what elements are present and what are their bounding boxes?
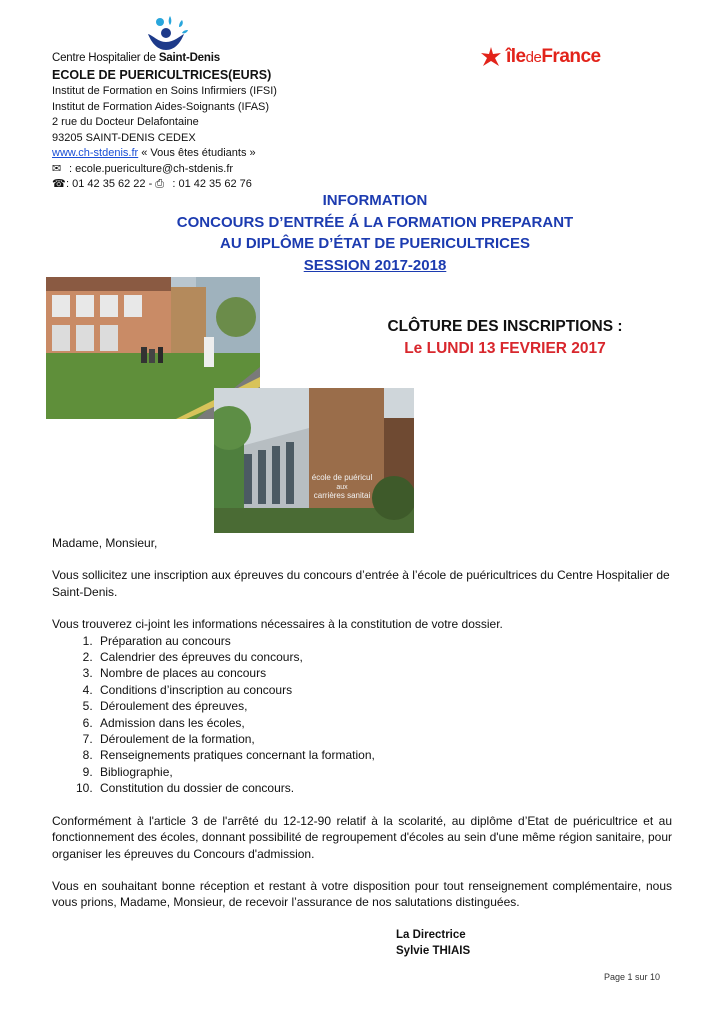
star-icon [480,46,502,68]
hospital-name: Centre Hospitalier de Saint-Denis [52,52,220,64]
list-item: 8. Renseignements pratiques concernant la formation, [96,747,672,763]
paragraph-4: Vous en souhaitant bonne réception et restant à votre disposition pour tout renseignement complémentaire, nous vous prions, Madame, Monsieur, de recevoir l’assurance de nos salutations distinguées. [52,878,672,910]
ifas-line: Institut de Formation Aides-Soignants (IFAS) [52,100,270,113]
list-item: 5. Déroulement des épreuves, [96,698,672,714]
street-address: 2 rue du Docteur Delafontaine [52,116,199,128]
document-list [52,633,672,797]
region-name: îledeFrance [506,46,601,67]
envelope-icon: ✉ [52,162,62,175]
closing-label: CLÔTURE DES INSCRIPTIONS : [387,318,623,335]
registration-closing [360,316,650,360]
list-item: 7. Déroulement de la formation, [96,731,672,747]
sun-figure-icon [140,14,200,54]
paragraph-3: Conformément à l'article 3 de l'arrêté du 12-12-90 relatif à la scolarité, au diplôme d’Etat de puéricultrice et au fonctionnement des écoles, donnant possibilité de regroupement d'écoles au sein d'une même région sanitaire, pour organiser les épreuves du Concours d'admission. [52,813,672,861]
email-line: ✉ : ecole.puericulture@ch-stdenis.fr [52,162,277,178]
city-address: 93205 SAINT-DENIS CEDEX [52,131,196,144]
info-heading: INFORMATION [322,192,428,209]
list-item: 4. Conditions d’inscription au concours [96,682,672,698]
paragraph-2: Vous trouverez ci-joint les informations nécessaires à la constitution de votre dossier. [52,617,503,632]
school-building-photo-2 [214,388,414,533]
hospital-logo [52,14,222,66]
region-logo [480,44,601,70]
building-sign-line-2: aux [336,484,348,491]
signature-block [396,927,470,959]
session-label: SESSION 2017-2018 [303,256,447,274]
signature-role: La Directrice [396,929,466,941]
info-title [150,190,600,276]
closing-date: Le LUNDI 13 FEVRIER 2017 [404,340,606,357]
school-name: ECOLE DE PUERICULTRICES(EURS) [52,68,272,82]
paragraph-1: Vous sollicitez une inscription aux épreuves du concours d’entrée à l’école de puéricultrices du Centre Hospitalier de Saint-Denis. [52,568,670,599]
list-item: 2. Calendrier des épreuves du concours, [96,649,672,665]
list-item: 10. Constitution du dossier de concours. [96,780,672,796]
school-address-block [52,66,277,193]
info-subtitle-1: CONCOURS D’ENTRÉE Á LA FORMATION PREPARANT [176,213,574,231]
website-link[interactable]: www.ch-stdenis.fr [52,147,139,159]
page-number: Page 1 sur 10 [603,972,660,982]
letter-body [52,535,672,911]
building-photo-2-image [214,388,414,533]
website-line: www.ch-stdenis.fr « Vous êtes étudiants » [52,147,256,159]
list-item: 9. Bibliographie, [96,764,672,780]
signature-name: Sylvie THIAIS [396,945,471,957]
building-sign-line-3: carrières sanitai [313,491,371,500]
list-item: 1. Préparation au concours [96,633,672,649]
fax-icon: ⎙ [155,178,165,190]
list-item: 3. Nombre de places au concours [96,665,672,681]
list-item: 6. Admission dans les écoles, [96,715,672,731]
ifsi-line: Institut de Formation en Soins Infirmiers (IFSI) [52,85,277,97]
info-subtitle-2: AU DIPLÔME D’ÉTAT DE PUERICULTRICES [219,235,530,252]
greeting: Madame, Monsieur, [52,536,158,550]
phone-line: ☎: 01 42 35 62 22 - ⎙ : 01 42 35 62 76 [52,177,277,193]
phone-icon: ☎ [52,178,66,190]
building-sign-line-1: école de puéricul [311,473,373,482]
